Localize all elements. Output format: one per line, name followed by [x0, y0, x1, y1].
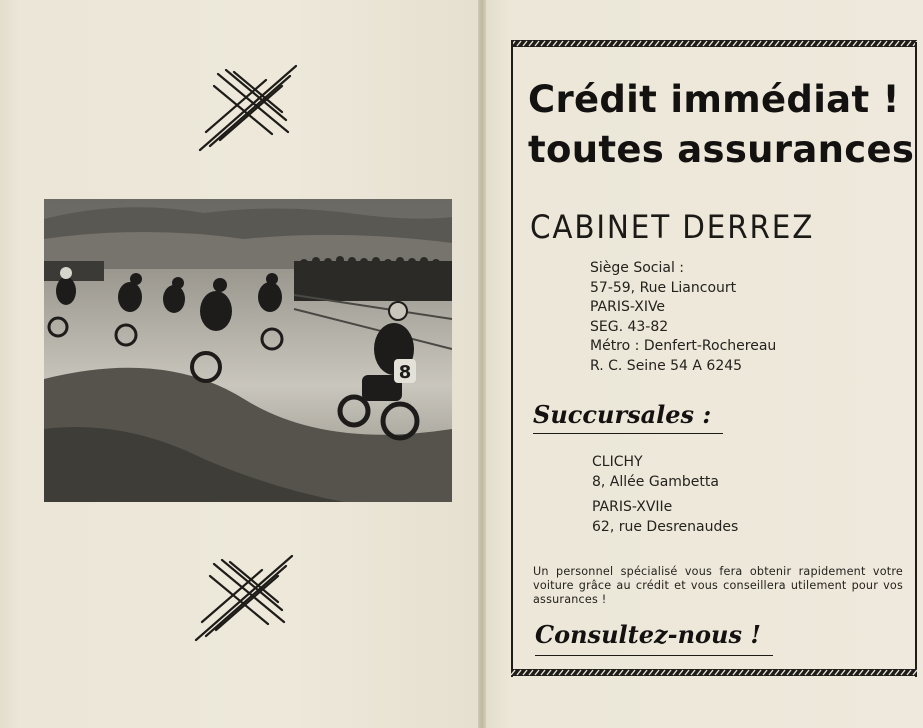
branch-clichy	[592, 452, 719, 492]
firm-name: CABINET DERREZ	[530, 208, 815, 246]
head-office-street: 57-59, Rue Liancourt	[590, 279, 737, 296]
crosshatch-ornament-bottom	[192, 552, 296, 644]
head-office-metro: Métro : Denfert-Rochereau	[590, 338, 777, 354]
service-paragraph: Un personnel spécialisé vous fera obtenir rapidement votre voiture grâce au crédit et vous conseillera utilement pour vos assurances !	[533, 565, 903, 606]
headline-insurance: toutes assurances	[528, 128, 915, 171]
crosshatch-ornament-top	[196, 62, 300, 154]
cta-underline	[535, 655, 773, 656]
branches-title: Succursales :	[533, 400, 712, 429]
head-office-phone: SEG. 43-82	[590, 318, 669, 335]
headline-credit: Crédit immédiat !	[528, 78, 900, 121]
branch-address: 8, Allée Gambetta	[592, 474, 719, 490]
branches-title-underline	[533, 433, 723, 434]
motorcycle-race-photo	[44, 199, 452, 502]
branch-city: PARIS-XVIIe	[592, 499, 673, 515]
head-office-address	[590, 259, 776, 376]
rope-border-bottom	[511, 669, 917, 676]
branch-city: CLICHY	[592, 454, 643, 470]
head-office-city: PARIS-XIVe	[590, 299, 666, 315]
call-to-action: Consultez-nous !	[535, 620, 761, 649]
rider-bib-number: 8	[398, 362, 412, 383]
branch-paris-xvii	[592, 497, 738, 537]
head-office-label: Siège Social :	[590, 260, 685, 276]
page-gutter	[478, 0, 486, 728]
branch-address: 62, rue Desrenaudes	[592, 519, 739, 535]
head-office-registry: R. C. Seine 54 A 6245	[590, 357, 743, 374]
